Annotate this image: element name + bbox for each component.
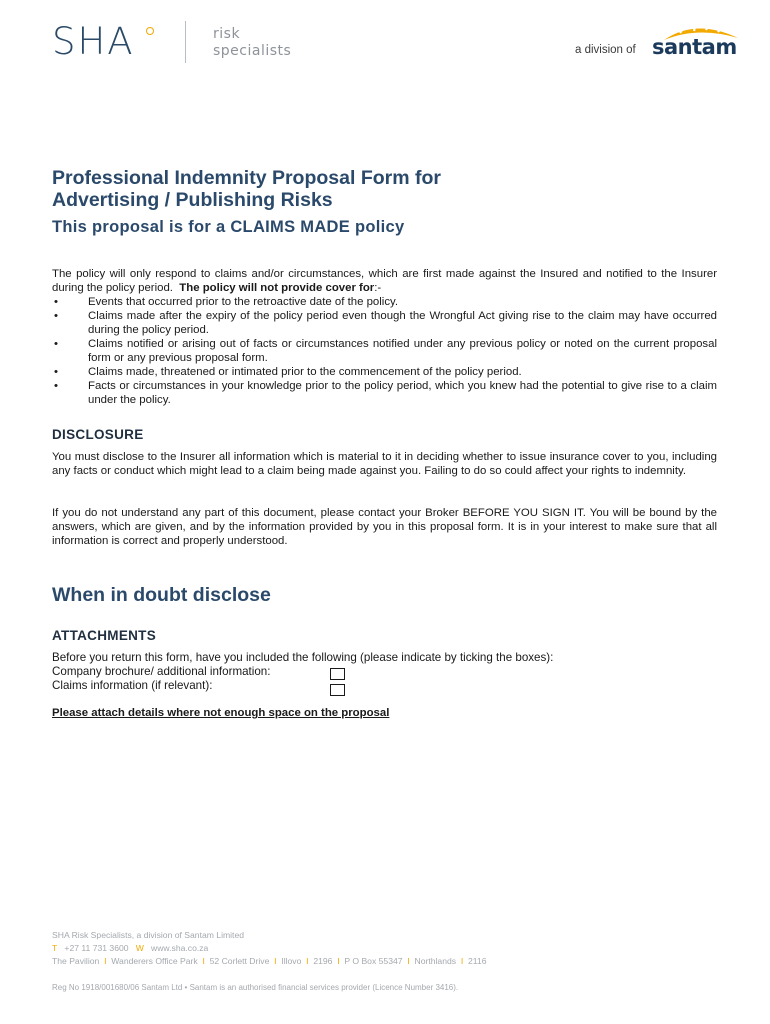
degree-ring-icon	[146, 27, 154, 35]
bullet-text: Facts or circumstances in your knowledge prior to the policy period, which you knew had the potential to give rise to a claim under the policy.	[88, 380, 717, 406]
disclosure-heading: DISCLOSURE	[52, 427, 144, 442]
bullet-dot: •	[54, 310, 58, 322]
intro-suffix: :-	[374, 282, 382, 294]
address-part: 2196	[313, 956, 333, 966]
title-line-1: Professional Indemnity Proposal Form for	[52, 167, 441, 189]
bullet-dot: •	[54, 366, 58, 378]
disclosure-paragraph-2: If you do not understand any part of this document, please contact your Broker BEFORE YOU SIGN IT. You will be bound by the answers, which are given, and by the information provided by you in this proposal form. It is in your interest to make sure that all information is correct and properly understood.	[52, 507, 717, 547]
intro-paragraph	[52, 267, 717, 295]
address-part: Wanderers Office Park	[111, 956, 198, 966]
attach-note: Please attach details where not enough space on the proposal	[52, 707, 390, 719]
address-part: Northlands	[414, 956, 457, 966]
address-part: The Pavilion	[52, 956, 100, 966]
logo-divider	[185, 21, 186, 63]
bullet-dot: •	[54, 338, 58, 350]
doubt-heading: When in doubt disclose	[52, 584, 271, 606]
santam-logo	[650, 22, 742, 62]
address-separator: I	[337, 956, 340, 966]
footer-web: www.sha.co.za	[151, 943, 209, 953]
address-part: P O Box 55347	[344, 956, 403, 966]
sha-logo-text: SHA	[52, 20, 135, 63]
attachment-label-brochure: Company brochure/ additional information:	[52, 665, 271, 678]
tagline-line-1: risk	[213, 26, 241, 42]
footer-registration: Reg No 1918/001680/06 Santam Ltd • Santam is an authorised financial services provider (Licence Number 3416).	[52, 983, 459, 992]
bullet-text: Claims notified or arising out of facts or circumstances notified under any previous policy or noted on the current proposal form or any previous proposal form.	[88, 338, 717, 364]
address-separator: I	[306, 956, 309, 966]
address-separator: I	[202, 956, 205, 966]
attachments-heading: ATTACHMENTS	[52, 628, 157, 643]
list-item	[52, 309, 717, 337]
bullet-dot: •	[54, 296, 58, 308]
list-item	[52, 379, 717, 407]
brochure-checkbox[interactable]	[330, 668, 345, 680]
footer-contact	[52, 943, 208, 954]
footer-tel: +27 11 731 3600	[64, 943, 129, 953]
address-part: 2116	[468, 956, 487, 966]
intro-bold: The policy will not provide cover for	[179, 282, 375, 294]
page-subtitle: This proposal is for a CLAIMS MADE policy	[52, 218, 405, 236]
address-part: 52 Corlett Drive	[209, 956, 270, 966]
address-separator: I	[274, 956, 277, 966]
footer-tel-label: T	[52, 943, 58, 953]
attachment-label-claims: Claims information (if relevant):	[52, 679, 213, 692]
santam-wordmark: santam	[652, 35, 737, 59]
footer-address	[52, 956, 487, 967]
bullet-dot: •	[54, 380, 58, 392]
list-item	[52, 295, 717, 309]
logo-tagline	[213, 26, 291, 60]
intro-text: The policy will only respond to claims and/or circumstances, which are first made against the Insured and notified to the Insurer during the policy period.	[52, 268, 717, 294]
footer-company: SHA Risk Specialists, a division of Santam Limited	[52, 930, 245, 940]
footer-web-label: W	[135, 943, 144, 953]
address-part: Illovo	[281, 956, 302, 966]
list-item	[52, 337, 717, 365]
page-title	[52, 167, 672, 211]
bullet-text: Claims made, threatened or intimated prior to the commencement of the policy period.	[88, 366, 522, 378]
division-label: a division of	[575, 44, 636, 56]
exclusions-list	[52, 295, 717, 407]
title-line-2: Advertising / Publishing Risks	[52, 189, 333, 211]
list-item	[52, 365, 717, 379]
tagline-line-2: specialists	[213, 43, 292, 59]
address-separator: I	[407, 956, 410, 966]
address-separator: I	[104, 956, 107, 966]
attachments-intro: Before you return this form, have you included the following (please indicate by ticking the boxes):	[52, 651, 554, 664]
bullet-text: Events that occurred prior to the retroactive date of the policy.	[88, 296, 399, 308]
bullet-text: Claims made after the expiry of the policy period even though the Wrongful Act giving rise to the claim may have occurred during the policy period.	[88, 310, 717, 336]
address-separator: I	[460, 956, 464, 966]
claims-checkbox[interactable]	[330, 684, 345, 696]
disclosure-paragraph-1: You must disclose to the Insurer all information which is material to it in deciding whether to issue insurance cover to you, including any facts or conduct which might lead to a claim being made against you. Failing to do so could affect your rights to indemnity.	[52, 451, 717, 477]
